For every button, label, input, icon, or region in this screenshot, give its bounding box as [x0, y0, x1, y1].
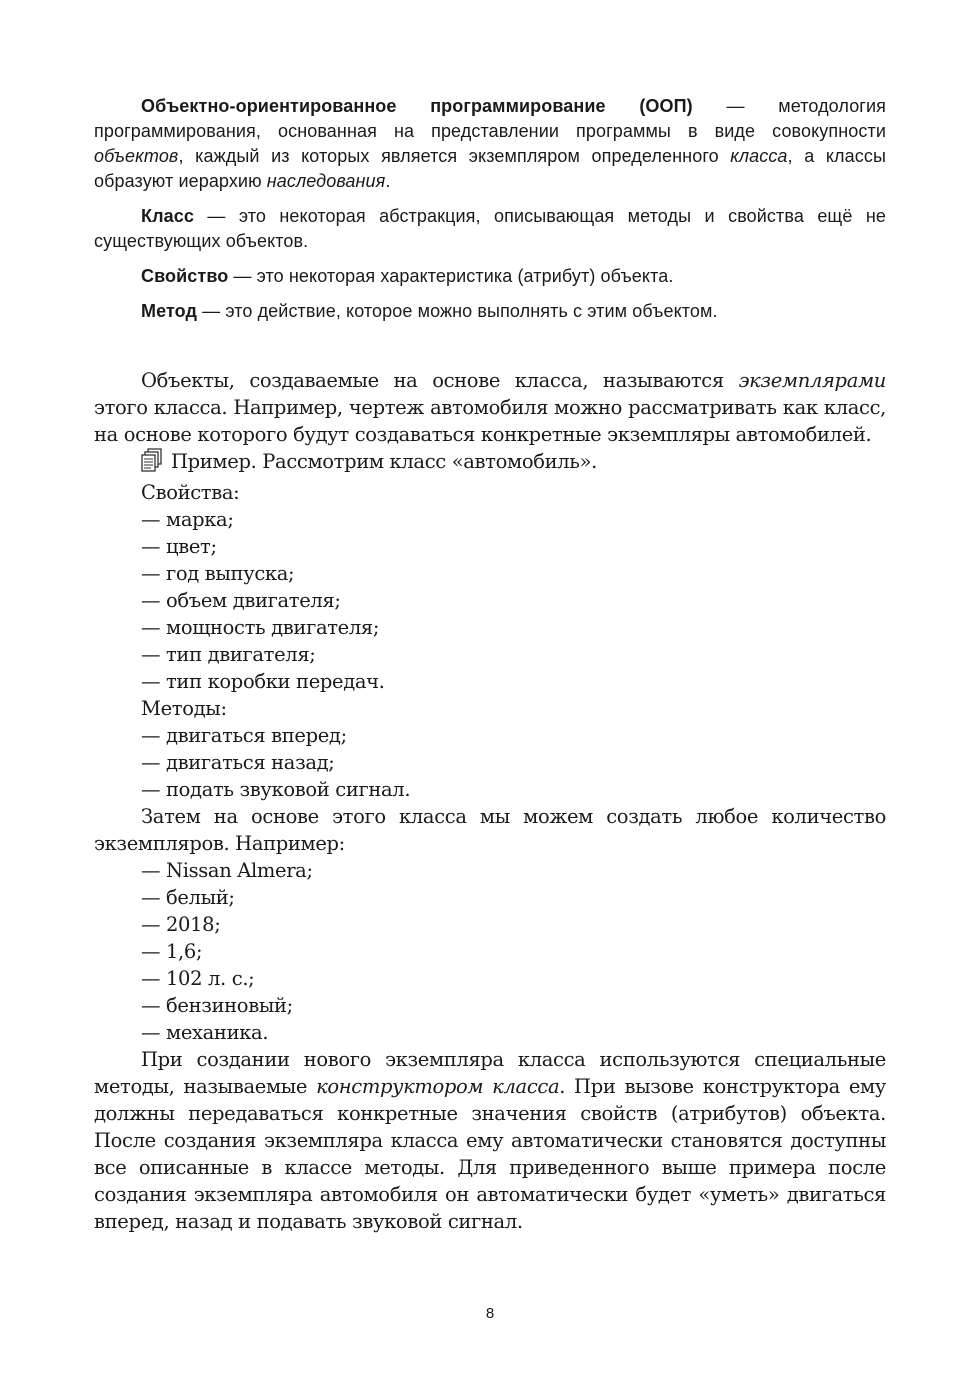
list-item: — белый; [141, 886, 235, 909]
definition-text: , каждый из которых является экземпляром определенного [178, 146, 731, 166]
list-item: — марка; [141, 508, 234, 531]
paragraph-text: . При вызове конструктора ему должны передаваться конкретные значения свойств (атрибутов) объекта. После создания экземпляра класса ему автоматически становятся доступны все описанные в классе методы. Для приведенного выше примера после создания экземпляра автомобиля он автоматически будет «уметь» двигаться вперед, назад и подавать звуковой сигнал. [94, 1075, 886, 1233]
conclusion-paragraph [94, 1046, 886, 1235]
spacer [94, 334, 886, 367]
emphasis: класса [730, 146, 788, 166]
definition-text: — это некоторая абстракция, описывающая методы и свойства ещё не существующих объектов. [94, 206, 886, 251]
list-item: — тип двигателя; [141, 643, 316, 666]
emphasis: объектов [94, 146, 179, 166]
definition-text: . [385, 171, 391, 191]
instances-intro: Затем на основе этого класса мы можем создать любое количество экземпляров. Например: [94, 805, 886, 855]
content [94, 94, 886, 1235]
list-item: — мощность двигателя; [141, 616, 380, 639]
example-title-line [94, 448, 886, 479]
list-item: — 102 л. с.; [141, 967, 255, 990]
methods-list [94, 722, 886, 803]
definition-property [94, 264, 886, 289]
paragraph-text: этого класса. Например, чертеж автомобиля можно рассматривать как класс, на основе которого будут создаваться конкретные экземпляры автомобилей. [94, 396, 886, 446]
list-item: — подать звуковой сигнал. [141, 778, 411, 801]
list-item: — 1,6; [141, 940, 203, 963]
term-property: Свойство [141, 266, 229, 286]
emphasis: конструктором класса [316, 1075, 560, 1098]
methods-label: Методы: [141, 697, 227, 720]
definition-oop [94, 94, 886, 194]
definition-text: — это некоторая характеристика (атрибут) объекта. [228, 266, 674, 286]
page-number: 8 [485, 1305, 495, 1322]
list-item: — 2018; [141, 913, 221, 936]
properties-list [94, 506, 886, 695]
intro-paragraph [94, 367, 886, 448]
definition-class [94, 204, 886, 254]
list-item: — цвет; [141, 535, 217, 558]
example-title: Пример. Рассмотрим класс «автомобиль». [171, 450, 597, 473]
term-method: Метод [141, 301, 198, 321]
list-item: — бензиновый; [141, 994, 293, 1017]
list-item: — двигаться вперед; [141, 724, 347, 747]
emphasis: экземплярами [738, 369, 886, 392]
list-item: — тип коробки передач. [141, 670, 385, 693]
instances-list [94, 857, 886, 1046]
list-item: — объем двигателя; [141, 589, 341, 612]
definition-text: — методология программирования, основанная на представлении программы в виде совокупности [94, 96, 886, 141]
emphasis: наследования [266, 171, 386, 191]
definition-text: , а классы образуют иерархию [94, 146, 886, 191]
list-item: — двигаться назад; [141, 751, 335, 774]
document-stack-icon [141, 448, 163, 479]
definition-method [94, 299, 886, 324]
paragraph-text: Объекты, создаваемые на основе класса, называются [141, 369, 739, 392]
paragraph-text: При создании нового экземпляра класса используются специальные методы, называемые [94, 1048, 886, 1098]
term-class: Класс [141, 206, 194, 226]
list-item: — механика. [141, 1021, 269, 1044]
properties-label: Свойства: [141, 481, 240, 504]
term-oop: Объектно-ориентированное программирование (ООП) [141, 96, 693, 116]
list-item: — Nissan Almera; [141, 859, 313, 882]
definition-text: — это действие, которое можно выполнять с этим объектом. [197, 301, 718, 321]
list-item: — год выпуска; [141, 562, 295, 585]
